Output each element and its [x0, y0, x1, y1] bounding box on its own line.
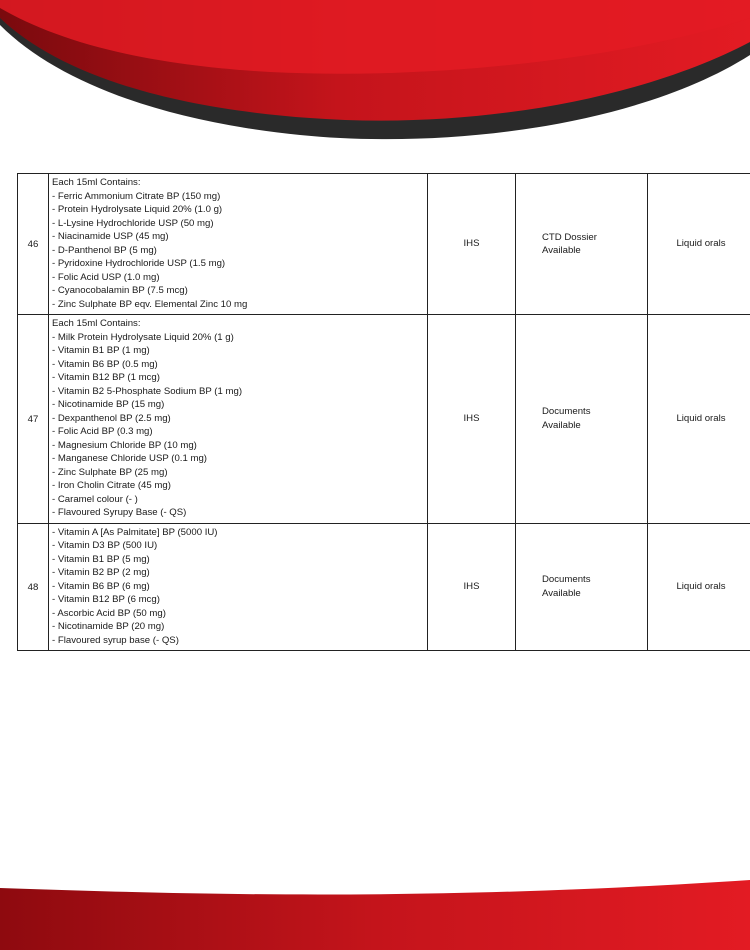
dossier-status-cell [516, 315, 648, 524]
composition-line: - Vitamin B12 BP (1 mcg) [52, 372, 160, 383]
composition-line: - Ferric Ammonium Citrate BP (150 mg) [52, 190, 221, 202]
table-row [18, 523, 750, 651]
composition-line: - Vitamin B2 5-Phosphate Sodium BP (1 mg) [52, 385, 243, 397]
composition-line: - Zinc Sulphate BP eqv. Elemental Zinc 10 mg [52, 298, 248, 310]
composition-line: - Milk Protein Hydrolysate Liquid 20% (1 g) [52, 331, 234, 343]
serial-number-cell: 46 [18, 174, 49, 315]
composition-line: - Pyridoxine Hydrochloride USP (1.5 mg) [52, 258, 226, 269]
composition-line: - Vitamin B2 BP (2 mg) [52, 567, 150, 578]
composition-line: - Dexpanthenol BP (2.5 mg) [52, 412, 171, 424]
dosage-form-cell: Liquid orals [648, 315, 750, 524]
composition-line: - Ascorbic Acid BP (50 mg) [52, 607, 166, 619]
composition-line: - Folic Acid BP (0.3 mg) [52, 426, 153, 437]
bottom-banner-graphic [0, 880, 750, 950]
dosage-form-cell: Liquid orals [648, 523, 750, 651]
composition-line: - Folic Acid USP (1.0 mg) [52, 271, 160, 283]
composition-line: Each 15ml Contains: [52, 318, 141, 329]
composition-line: - Caramel colour (- ) [52, 493, 138, 505]
composition-line: - Iron Cholin Citrate (45 mg) [52, 480, 171, 491]
dossier-status-line: CTD Dossier [542, 231, 597, 243]
composition-line: - Niacinamide USP (45 mg) [52, 231, 169, 242]
dossier-status-cell [516, 174, 648, 315]
composition-line: - Cyanocobalamin BP (7.5 mcg) [52, 285, 188, 296]
dossier-status-line: Documents [542, 574, 591, 586]
serial-number-cell: 48 [18, 523, 49, 651]
composition-line: - Vitamin B12 BP (6 mcg) [52, 594, 160, 605]
composition-line: - Flavoured syrup base (- QS) [52, 634, 179, 646]
composition-line: - Vitamin B6 BP (6 mg) [52, 580, 150, 592]
composition-cell [49, 523, 428, 651]
top-banner-graphic [0, 0, 750, 150]
composition-line: - Nicotinamide BP (20 mg) [52, 621, 165, 632]
composition-line: - Zinc Sulphate BP (25 mg) [52, 466, 168, 478]
composition-line: - Vitamin B1 BP (1 mg) [52, 345, 150, 356]
product-table [17, 173, 750, 651]
composition-line: Each 15ml Contains: [52, 177, 141, 188]
dossier-status-line: Available [542, 419, 581, 431]
composition-cell [49, 315, 428, 524]
source-cell: IHS [428, 315, 516, 524]
table-row [18, 315, 750, 524]
dossier-status-line: Available [542, 245, 581, 256]
table-row [18, 174, 750, 315]
composition-line: - Vitamin A [As Palmitate] BP (5000 IU) [52, 526, 218, 538]
dossier-status-line: Documents [542, 406, 591, 418]
composition-line: - Vitamin B1 BP (5 mg) [52, 553, 150, 565]
composition-line: - Vitamin D3 BP (500 IU) [52, 540, 158, 551]
serial-number-cell: 47 [18, 315, 49, 524]
dossier-status-line: Available [542, 587, 581, 599]
composition-line: - Flavoured Syrupy Base (- QS) [52, 507, 187, 518]
composition-line: - Vitamin B6 BP (0.5 mg) [52, 358, 158, 370]
bottom-banner-shape [0, 880, 750, 950]
dosage-form-cell: Liquid orals [648, 174, 750, 315]
composition-line: - Manganese Chloride USP (0.1 mg) [52, 453, 207, 464]
source-cell: IHS [428, 523, 516, 651]
composition-line: - Protein Hydrolysate Liquid 20% (1.0 g) [52, 204, 223, 215]
dossier-status-cell [516, 523, 648, 651]
composition-line: - Nicotinamide BP (15 mg) [52, 399, 165, 410]
composition-cell [49, 174, 428, 315]
source-cell: IHS [428, 174, 516, 315]
composition-line: - D-Panthenol BP (5 mg) [52, 244, 157, 256]
composition-line: - Magnesium Chloride BP (10 mg) [52, 439, 197, 451]
composition-line: - L-Lysine Hydrochloride USP (50 mg) [52, 217, 214, 229]
